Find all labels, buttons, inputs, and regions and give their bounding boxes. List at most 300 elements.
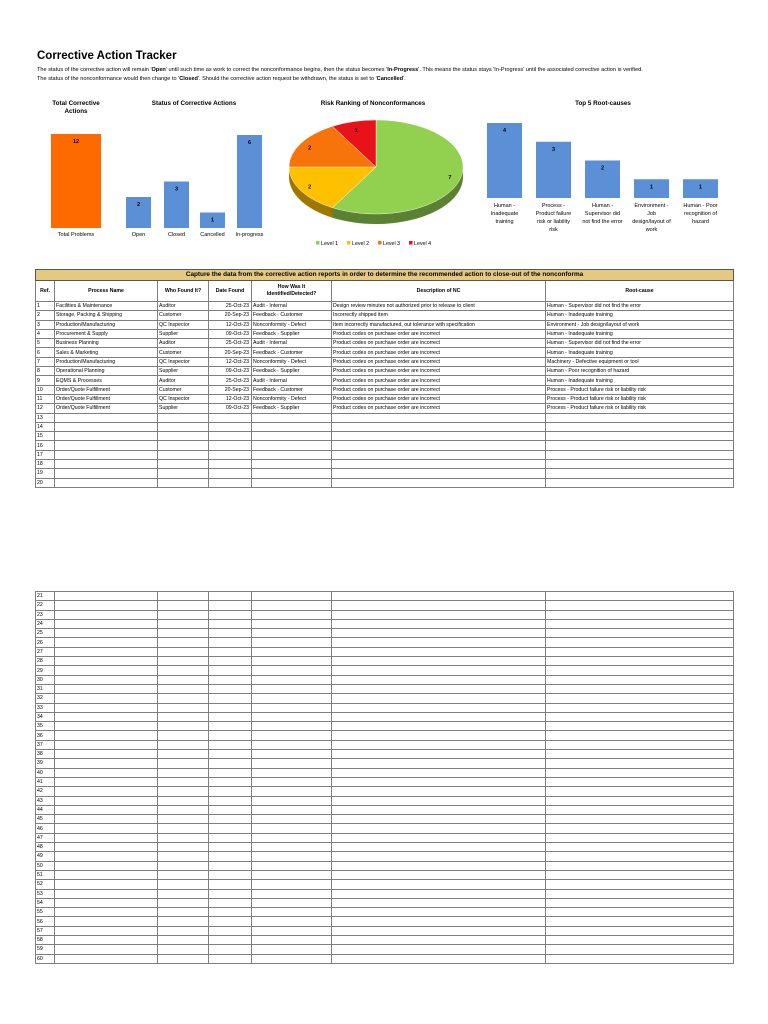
table-cell[interactable]	[55, 759, 158, 768]
table-cell[interactable]	[546, 954, 734, 963]
table-cell[interactable]: 53	[36, 889, 55, 898]
table-cell[interactable]	[55, 908, 158, 917]
table-cell[interactable]	[158, 917, 209, 926]
table-cell[interactable]: Feedback - Supplier	[252, 367, 332, 376]
table-cell[interactable]	[55, 478, 158, 487]
table-cell[interactable]	[209, 926, 252, 935]
table-cell[interactable]	[252, 768, 332, 777]
table-cell[interactable]	[55, 824, 158, 833]
table-cell[interactable]	[252, 796, 332, 805]
table-cell[interactable]	[332, 703, 546, 712]
table-cell[interactable]	[209, 787, 252, 796]
table-cell[interactable]: Nonconformity - Defect	[252, 394, 332, 403]
table-cell[interactable]	[55, 750, 158, 759]
table-cell[interactable]	[209, 610, 252, 619]
table-cell[interactable]	[209, 469, 252, 478]
table-cell[interactable]	[55, 450, 158, 459]
table-cell[interactable]	[55, 610, 158, 619]
table-cell[interactable]	[252, 592, 332, 601]
table-cell[interactable]	[158, 843, 209, 852]
table-cell[interactable]	[55, 469, 158, 478]
table-cell[interactable]	[209, 647, 252, 656]
table-cell[interactable]: 8	[36, 367, 55, 376]
table-cell[interactable]	[158, 787, 209, 796]
table-cell[interactable]	[252, 787, 332, 796]
table-cell[interactable]	[546, 870, 734, 879]
table-cell[interactable]	[546, 703, 734, 712]
table-cell[interactable]: 50	[36, 861, 55, 870]
table-cell[interactable]: 5	[36, 339, 55, 348]
table-cell[interactable]	[546, 666, 734, 675]
table-cell[interactable]	[546, 796, 734, 805]
table-cell[interactable]	[209, 917, 252, 926]
table-cell[interactable]: 47	[36, 833, 55, 842]
table-cell[interactable]	[209, 712, 252, 721]
table-cell[interactable]	[158, 908, 209, 917]
table-cell[interactable]	[158, 759, 209, 768]
table-cell[interactable]: 12-Oct-23	[209, 394, 252, 403]
table-cell[interactable]: Human - Inadequate training	[546, 329, 734, 338]
table-cell[interactable]	[546, 469, 734, 478]
table-cell[interactable]	[209, 619, 252, 628]
table-cell[interactable]	[252, 441, 332, 450]
table-cell[interactable]	[209, 422, 252, 431]
table-cell[interactable]: 30	[36, 675, 55, 684]
table-cell[interactable]	[332, 694, 546, 703]
table-cell[interactable]	[546, 460, 734, 469]
table-cell[interactable]	[546, 740, 734, 749]
table-cell[interactable]: Customer	[158, 348, 209, 357]
table-cell[interactable]	[332, 880, 546, 889]
table-cell[interactable]	[209, 898, 252, 907]
table-cell[interactable]	[252, 908, 332, 917]
table-cell[interactable]	[209, 759, 252, 768]
table-cell[interactable]	[209, 796, 252, 805]
table-cell[interactable]: 27	[36, 647, 55, 656]
table-cell[interactable]: 57	[36, 926, 55, 935]
table-cell[interactable]	[158, 450, 209, 459]
table-cell[interactable]	[209, 843, 252, 852]
table-cell[interactable]	[252, 935, 332, 944]
table-cell[interactable]	[158, 601, 209, 610]
table-cell[interactable]	[546, 478, 734, 487]
table-cell[interactable]: 48	[36, 843, 55, 852]
table-cell[interactable]: 51	[36, 870, 55, 879]
table-cell[interactable]	[209, 703, 252, 712]
table-cell[interactable]	[252, 422, 332, 431]
table-cell[interactable]	[209, 694, 252, 703]
table-cell[interactable]: 31	[36, 684, 55, 693]
table-cell[interactable]	[158, 675, 209, 684]
table-cell[interactable]	[546, 722, 734, 731]
table-cell[interactable]: 46	[36, 824, 55, 833]
table-cell[interactable]	[158, 703, 209, 712]
table-cell[interactable]: Auditor	[158, 376, 209, 385]
table-cell[interactable]: 43	[36, 796, 55, 805]
table-cell[interactable]	[55, 694, 158, 703]
table-cell[interactable]	[252, 880, 332, 889]
table-cell[interactable]	[252, 815, 332, 824]
table-cell[interactable]	[209, 740, 252, 749]
table-cell[interactable]	[332, 833, 546, 842]
table-cell[interactable]	[546, 833, 734, 842]
table-cell[interactable]	[55, 796, 158, 805]
table-cell[interactable]	[332, 647, 546, 656]
table-cell[interactable]	[158, 722, 209, 731]
table-cell[interactable]	[209, 815, 252, 824]
table-cell[interactable]	[55, 722, 158, 731]
table-cell[interactable]	[252, 460, 332, 469]
table-cell[interactable]	[332, 796, 546, 805]
table-cell[interactable]	[209, 413, 252, 422]
table-cell[interactable]	[158, 469, 209, 478]
table-cell[interactable]	[158, 880, 209, 889]
table-cell[interactable]	[209, 889, 252, 898]
table-cell[interactable]	[209, 684, 252, 693]
table-cell[interactable]	[158, 945, 209, 954]
table-cell[interactable]: 17	[36, 450, 55, 459]
table-cell[interactable]	[546, 917, 734, 926]
table-cell[interactable]	[546, 898, 734, 907]
table-cell[interactable]: QC Inspector	[158, 394, 209, 403]
table-cell[interactable]	[252, 694, 332, 703]
table-cell[interactable]	[332, 441, 546, 450]
table-cell[interactable]	[332, 805, 546, 814]
table-cell[interactable]	[158, 926, 209, 935]
table-cell[interactable]	[332, 787, 546, 796]
table-cell[interactable]: 58	[36, 935, 55, 944]
table-cell[interactable]	[209, 880, 252, 889]
table-cell[interactable]	[55, 675, 158, 684]
table-cell[interactable]: EQMS & Processes	[55, 376, 158, 385]
table-cell[interactable]	[252, 777, 332, 786]
table-cell[interactable]: 12-Oct-23	[209, 320, 252, 329]
table-cell[interactable]	[252, 926, 332, 935]
table-cell[interactable]	[546, 441, 734, 450]
table-cell[interactable]	[209, 805, 252, 814]
table-cell[interactable]	[546, 843, 734, 852]
table-cell[interactable]	[252, 601, 332, 610]
table-cell[interactable]	[158, 824, 209, 833]
table-cell[interactable]: Business Planning	[55, 339, 158, 348]
table-cell[interactable]	[332, 861, 546, 870]
table-cell[interactable]	[332, 898, 546, 907]
table-cell[interactable]: QC Inspector	[158, 320, 209, 329]
table-cell[interactable]	[158, 796, 209, 805]
table-cell[interactable]	[158, 460, 209, 469]
table-cell[interactable]: 14	[36, 422, 55, 431]
table-cell[interactable]	[158, 777, 209, 786]
table-cell[interactable]	[332, 815, 546, 824]
table-cell[interactable]	[332, 824, 546, 833]
table-cell[interactable]: 09-Oct-23	[209, 367, 252, 376]
table-cell[interactable]	[332, 935, 546, 944]
table-cell[interactable]	[546, 629, 734, 638]
table-cell[interactable]: Product codes on purchase order are incorrect	[332, 394, 546, 403]
table-cell[interactable]	[209, 657, 252, 666]
table-cell[interactable]	[55, 833, 158, 842]
table-cell[interactable]	[209, 432, 252, 441]
table-cell[interactable]	[55, 413, 158, 422]
table-cell[interactable]: Order/Quote Fulfillment	[55, 394, 158, 403]
table-cell[interactable]	[252, 712, 332, 721]
table-cell[interactable]	[158, 750, 209, 759]
table-cell[interactable]	[209, 777, 252, 786]
table-cell[interactable]	[332, 852, 546, 861]
table-cell[interactable]	[546, 880, 734, 889]
table-cell[interactable]	[55, 432, 158, 441]
table-cell[interactable]: 24	[36, 619, 55, 628]
table-cell[interactable]	[332, 675, 546, 684]
table-cell[interactable]: 35	[36, 722, 55, 731]
table-cell[interactable]: Nonconformity - Defect	[252, 357, 332, 366]
table-cell[interactable]	[546, 422, 734, 431]
table-cell[interactable]	[332, 889, 546, 898]
table-cell[interactable]	[158, 833, 209, 842]
table-cell[interactable]	[158, 478, 209, 487]
table-cell[interactable]	[55, 954, 158, 963]
table-cell[interactable]: 20-Sep-23	[209, 348, 252, 357]
table-cell[interactable]	[252, 833, 332, 842]
table-cell[interactable]	[332, 657, 546, 666]
table-cell[interactable]	[332, 469, 546, 478]
table-cell[interactable]: 4	[36, 329, 55, 338]
table-cell[interactable]	[158, 740, 209, 749]
table-cell[interactable]: 20	[36, 478, 55, 487]
table-cell[interactable]: 12-Oct-23	[209, 357, 252, 366]
table-cell[interactable]	[55, 889, 158, 898]
table-cell[interactable]	[209, 722, 252, 731]
table-cell[interactable]: Process - Product failure risk or liability risk	[546, 385, 734, 394]
table-cell[interactable]	[546, 908, 734, 917]
table-cell[interactable]: 2	[36, 311, 55, 320]
table-cell[interactable]	[209, 870, 252, 879]
table-cell[interactable]	[546, 601, 734, 610]
table-cell[interactable]	[252, 647, 332, 656]
table-cell[interactable]	[252, 432, 332, 441]
table-cell[interactable]	[546, 805, 734, 814]
table-cell[interactable]	[55, 935, 158, 944]
table-cell[interactable]: Production/Manufacturing	[55, 357, 158, 366]
table-cell[interactable]	[332, 740, 546, 749]
table-cell[interactable]	[55, 731, 158, 740]
table-cell[interactable]: Operational Planning	[55, 367, 158, 376]
table-cell[interactable]	[209, 908, 252, 917]
table-cell[interactable]: Audit - Internal	[252, 302, 332, 311]
table-cell[interactable]: 32	[36, 694, 55, 703]
table-cell[interactable]	[55, 601, 158, 610]
table-cell[interactable]	[158, 638, 209, 647]
table-cell[interactable]	[546, 815, 734, 824]
table-cell[interactable]	[252, 657, 332, 666]
table-cell[interactable]: 23	[36, 610, 55, 619]
table-cell[interactable]	[332, 638, 546, 647]
table-cell[interactable]	[55, 852, 158, 861]
table-cell[interactable]	[158, 619, 209, 628]
table-cell[interactable]: Human - Inadequate training	[546, 311, 734, 320]
table-cell[interactable]	[252, 945, 332, 954]
table-cell[interactable]	[252, 843, 332, 852]
table-cell[interactable]: 3	[36, 320, 55, 329]
table-cell[interactable]: Supplier	[158, 329, 209, 338]
table-cell[interactable]	[209, 833, 252, 842]
table-cell[interactable]: 12	[36, 404, 55, 413]
table-cell[interactable]	[158, 768, 209, 777]
table-cell[interactable]	[55, 666, 158, 675]
table-cell[interactable]	[209, 731, 252, 740]
table-cell[interactable]	[546, 413, 734, 422]
table-cell[interactable]: Item incorrectly manufactured, out tolerance with specification	[332, 320, 546, 329]
table-cell[interactable]: 19	[36, 469, 55, 478]
table-cell[interactable]	[546, 647, 734, 656]
table-cell[interactable]	[252, 852, 332, 861]
table-cell[interactable]: 18	[36, 460, 55, 469]
table-cell[interactable]: Procurement & Supply	[55, 329, 158, 338]
table-cell[interactable]	[252, 450, 332, 459]
table-cell[interactable]: 10	[36, 385, 55, 394]
table-cell[interactable]	[55, 815, 158, 824]
table-cell[interactable]	[252, 861, 332, 870]
table-cell[interactable]: Product codes on purchase order are incorrect	[332, 357, 546, 366]
table-cell[interactable]: Product codes on purchase order are incorrect	[332, 339, 546, 348]
table-cell[interactable]	[252, 898, 332, 907]
table-cell[interactable]: Incorrectly shipped item	[332, 311, 546, 320]
table-cell[interactable]	[55, 740, 158, 749]
table-cell[interactable]	[55, 629, 158, 638]
table-cell[interactable]	[55, 712, 158, 721]
table-cell[interactable]	[209, 478, 252, 487]
table-cell[interactable]	[209, 629, 252, 638]
table-cell[interactable]	[546, 750, 734, 759]
table-cell[interactable]	[252, 759, 332, 768]
table-cell[interactable]	[546, 684, 734, 693]
table-cell[interactable]: 45	[36, 815, 55, 824]
table-cell[interactable]	[252, 740, 332, 749]
table-cell[interactable]	[158, 647, 209, 656]
table-cell[interactable]	[55, 647, 158, 656]
table-cell[interactable]	[209, 945, 252, 954]
table-cell[interactable]	[332, 843, 546, 852]
table-cell[interactable]	[209, 768, 252, 777]
table-cell[interactable]: Product codes on purchase order are incorrect	[332, 385, 546, 394]
table-cell[interactable]	[55, 870, 158, 879]
table-cell[interactable]	[546, 638, 734, 647]
table-cell[interactable]	[332, 450, 546, 459]
table-cell[interactable]	[158, 413, 209, 422]
table-cell[interactable]	[546, 694, 734, 703]
table-cell[interactable]	[55, 787, 158, 796]
table-cell[interactable]: Nonconformity - Defect	[252, 320, 332, 329]
table-cell[interactable]	[252, 954, 332, 963]
table-cell[interactable]	[252, 731, 332, 740]
table-cell[interactable]	[158, 898, 209, 907]
table-cell[interactable]	[332, 945, 546, 954]
table-cell[interactable]	[252, 666, 332, 675]
table-cell[interactable]	[252, 619, 332, 628]
table-cell[interactable]	[546, 432, 734, 441]
table-cell[interactable]: Supplier	[158, 404, 209, 413]
table-cell[interactable]	[209, 460, 252, 469]
table-cell[interactable]	[332, 422, 546, 431]
table-cell[interactable]: 09-Oct-23	[209, 329, 252, 338]
table-cell[interactable]	[546, 731, 734, 740]
table-cell[interactable]	[158, 657, 209, 666]
table-cell[interactable]: 21	[36, 592, 55, 601]
table-cell[interactable]: Human - Supervisor did not find the error	[546, 302, 734, 311]
table-cell[interactable]	[332, 610, 546, 619]
table-cell[interactable]	[546, 935, 734, 944]
table-cell[interactable]	[252, 638, 332, 647]
table-cell[interactable]	[332, 926, 546, 935]
table-cell[interactable]	[55, 843, 158, 852]
table-cell[interactable]: Audit - Internal	[252, 376, 332, 385]
table-cell[interactable]	[158, 861, 209, 870]
table-cell[interactable]	[55, 945, 158, 954]
table-cell[interactable]	[546, 592, 734, 601]
table-cell[interactable]	[158, 731, 209, 740]
table-cell[interactable]	[332, 432, 546, 441]
table-cell[interactable]	[209, 935, 252, 944]
table-cell[interactable]: 39	[36, 759, 55, 768]
table-cell[interactable]	[332, 908, 546, 917]
table-cell[interactable]: 13	[36, 413, 55, 422]
table-cell[interactable]: Product codes on purchase order are incorrect	[332, 329, 546, 338]
table-cell[interactable]: 60	[36, 954, 55, 963]
table-cell[interactable]	[546, 657, 734, 666]
table-cell[interactable]	[252, 750, 332, 759]
table-cell[interactable]: 44	[36, 805, 55, 814]
table-cell[interactable]	[252, 610, 332, 619]
table-cell[interactable]: 11	[36, 394, 55, 403]
table-cell[interactable]	[332, 601, 546, 610]
table-cell[interactable]	[209, 824, 252, 833]
table-cell[interactable]	[209, 954, 252, 963]
table-cell[interactable]: Human - Inadequate training	[546, 376, 734, 385]
table-cell[interactable]	[546, 450, 734, 459]
table-cell[interactable]	[252, 413, 332, 422]
table-cell[interactable]: 25-Oct-23	[209, 376, 252, 385]
table-cell[interactable]	[55, 619, 158, 628]
table-cell[interactable]	[55, 880, 158, 889]
table-cell[interactable]: Feedback - Customer	[252, 385, 332, 394]
table-cell[interactable]	[546, 852, 734, 861]
table-cell[interactable]	[332, 666, 546, 675]
table-cell[interactable]: 6	[36, 348, 55, 357]
table-cell[interactable]: QC Inspector	[158, 357, 209, 366]
table-cell[interactable]	[332, 722, 546, 731]
table-cell[interactable]	[55, 657, 158, 666]
table-cell[interactable]	[209, 861, 252, 870]
table-cell[interactable]	[158, 852, 209, 861]
table-cell[interactable]: Order/Quote Fulfillment	[55, 404, 158, 413]
table-cell[interactable]: Product codes on purchase order are incorrect	[332, 348, 546, 357]
table-cell[interactable]	[158, 889, 209, 898]
table-cell[interactable]	[546, 759, 734, 768]
table-cell[interactable]: 16	[36, 441, 55, 450]
table-cell[interactable]	[546, 610, 734, 619]
table-cell[interactable]: 40	[36, 768, 55, 777]
table-cell[interactable]	[55, 422, 158, 431]
table-cell[interactable]	[332, 592, 546, 601]
table-cell[interactable]: Human - Poor recognition of hazard	[546, 367, 734, 376]
table-cell[interactable]	[55, 460, 158, 469]
table-cell[interactable]	[158, 432, 209, 441]
table-cell[interactable]: Production/Manufacturing	[55, 320, 158, 329]
table-cell[interactable]	[55, 703, 158, 712]
table-cell[interactable]	[332, 768, 546, 777]
table-cell[interactable]	[546, 619, 734, 628]
table-cell[interactable]	[55, 861, 158, 870]
